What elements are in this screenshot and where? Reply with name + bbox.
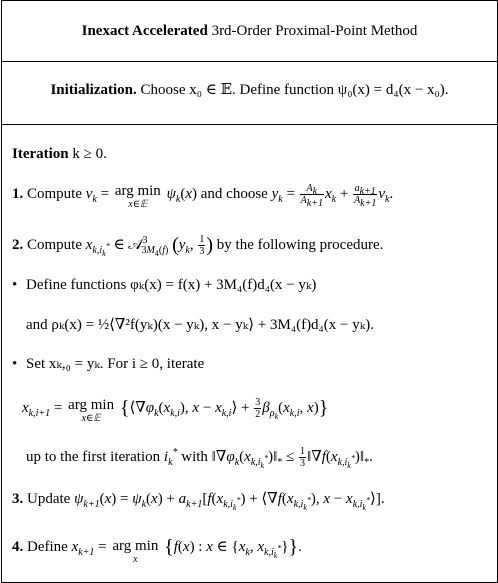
bullet-define-rho (26, 316, 374, 334)
step-1: 1. Compute $v_k$ = arg min x∈𝔼 $\psi_k(x)$ and choose $y_k$ = $\frac{A_k}{A_{k+1}}$ $x_k$ + $\frac{a_{k+1}}{A_{k+1}}$ $v_k$. (12, 183, 394, 210)
bullet-2-text: Set xₖ,₀ = yₖ. For i ≥ 0, iterate (26, 356, 205, 372)
algorithm-title (2, 22, 497, 40)
fraction: $\frac{a_{k+1}}{A_{k+1}}$ (354, 183, 377, 209)
fraction: $\frac{A_k}{A_{k+1}}$ (300, 183, 323, 209)
iteration-label: Iteration (12, 146, 69, 162)
initialization-line (2, 81, 497, 99)
fraction: $\frac{1}{3}$ (199, 234, 205, 257)
bullet-icon: • (12, 356, 18, 372)
bullet-icon: • (12, 277, 18, 293)
title-rest: 3rd-Order Proximal-Point Method (207, 23, 418, 39)
upto-text: up to the first iteration (26, 448, 161, 465)
stopping-condition: up to the first iteration $i_k^*$ with $‖\nabla\varphi_k(x_{k,i_k^*})‖_*$ ≤ $\frac{1}{3}$ $‖\nabla f(x_{k,i_k^*})‖_*$. (26, 446, 373, 470)
divider (2, 61, 497, 62)
iterate-formula: $x_{k,i+1}$ = arg min x∈𝔼 {$⟨\nabla\varphi_k(x_{k,i})$, $x - x_{k,i}⟩$ + $\frac{3}{2}$ $\beta_{\rho_k}(x_{k,i}$, x)} (22, 396, 329, 424)
step-3: 3. Update $\psi_{k+1}(x) = \psi_k(x) + a_{k+1}[f(x_{k,i_k^*})$ + $⟨\nabla f(x_{k,i_k^*})$, $x - x_{k,i_k^*}⟩$]. (12, 491, 385, 512)
argmin-operator: arg min x (112, 538, 159, 565)
step-2-text: by the following procedure. (213, 236, 384, 253)
fraction: $\frac{3}{2}$ (255, 397, 261, 420)
step-3-label: 3. (12, 491, 24, 507)
iteration-header (12, 145, 107, 163)
step-4-label: 4. (12, 539, 24, 555)
init-label: Initialization. (50, 82, 137, 98)
algorithm-box (1, 0, 498, 583)
bullet-1-text: Define functions φₖ(x) = f(x) + 3M₄(f)d₄(x − yₖ) (26, 277, 317, 293)
fraction: $\frac{1}{3}$ (300, 446, 306, 469)
init-text: Choose x₀ ∈ 𝔼. Define function ψ₀(x) = d₄(x − x₀). (136, 82, 449, 98)
bullet-set-initial (12, 355, 204, 373)
step-1-label: 1. (12, 185, 24, 202)
bullet-1-and-text: and ρₖ(x) = ½⟨∇²f(yₖ)(x − yₖ), x − yₖ⟩ + 3M₄(f)d₄(x − yₖ). (26, 317, 374, 333)
bullet-define-functions (12, 276, 316, 294)
step-2: 2. Compute $x_{k,i_k^*}$ ∈ 𝒜$^3_{3M_4(f)}$ ($y_k$, $\frac{1}{3}$ ) by the following procedure. (12, 233, 384, 258)
argmin-operator: arg min x∈𝔼 (114, 183, 161, 210)
step-2-label: 2. (12, 236, 24, 253)
argmin-operator: arg min x∈𝔼 (68, 397, 115, 424)
step-4: 4. Define $x_{k+1}$ = arg min x {f(x) : x ∈ {$x_k$, $x_{k,i_k^*}$}}. (12, 536, 302, 565)
divider (2, 124, 497, 125)
iteration-condition: k ≥ 0. (68, 146, 107, 162)
title-bold: Inexact Accelerated (81, 23, 208, 39)
